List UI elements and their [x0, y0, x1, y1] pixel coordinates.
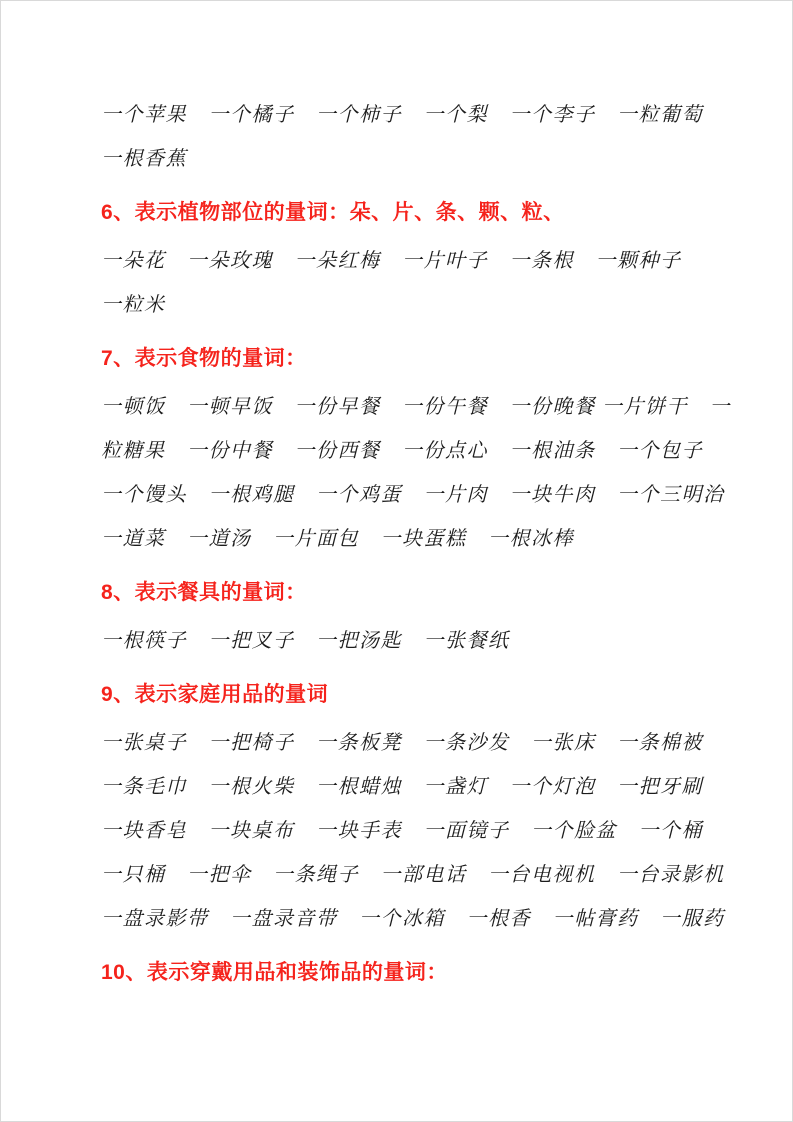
fruit-measure-words-continuation	[101, 93, 703, 181]
body-text-line: 粒糖果 一份中餐 一份西餐 一份点心 一根油条 一个包子	[101, 440, 703, 462]
section-heading: 10、表示穿戴用品和装饰品的量词：	[101, 961, 448, 984]
body-text-line: 一盘录影带 一盘录音带 一个冰箱 一根香 一帖膏药 一服药	[101, 908, 725, 930]
section-heading: 9、表示家庭用品的量词	[101, 683, 329, 706]
body-text-line: 一块香皂 一块桌布 一块手表 一面镜子 一个脸盆 一个桶	[101, 820, 703, 842]
body-text-line: 一个苹果 一个橘子 一个柿子 一个梨 一个李子 一粒葡萄	[101, 104, 703, 126]
section-food	[101, 339, 731, 561]
body-text-line: 一朵花 一朵玫瑰 一朵红梅 一片叶子 一条根 一颗种子	[101, 250, 682, 272]
section-household-items	[101, 675, 725, 941]
body-text-line: 一根香蕉	[101, 148, 187, 170]
section-clothing-accessories	[101, 953, 692, 993]
section-heading: 8、表示餐具的量词：	[101, 581, 307, 604]
body-text-line: 一根筷子 一把叉子 一把汤匙 一张餐纸	[101, 630, 510, 652]
section-tableware	[101, 573, 692, 663]
body-text-line: 一粒米	[101, 294, 166, 316]
section-heading: 7、表示食物的量词：	[101, 347, 307, 370]
section-heading: 6、表示植物部位的量词：朵、片、条、颗、粒、	[101, 201, 565, 224]
body-text-line: 一只桶 一把伞 一条绳子 一部电话 一台电视机 一台录影机	[101, 864, 725, 886]
body-text-line: 一条毛巾 一根火柴 一根蜡烛 一盏灯 一个灯泡 一把牙刷	[101, 776, 703, 798]
body-text-line: 一张桌子 一把椅子 一条板凳 一条沙发 一张床 一条棉被	[101, 732, 703, 754]
body-text-line: 一个馒头 一根鸡腿 一个鸡蛋 一片肉 一块牛肉 一个三明治	[101, 484, 725, 506]
body-text-line: 一道菜 一道汤 一片面包 一块蛋糕 一根冰棒	[101, 528, 574, 550]
section-plant-parts	[101, 193, 692, 327]
body-text-line: 一顿饭 一顿早饭 一份早餐 一份午餐 一份晚餐 一片饼干 一	[101, 396, 731, 418]
